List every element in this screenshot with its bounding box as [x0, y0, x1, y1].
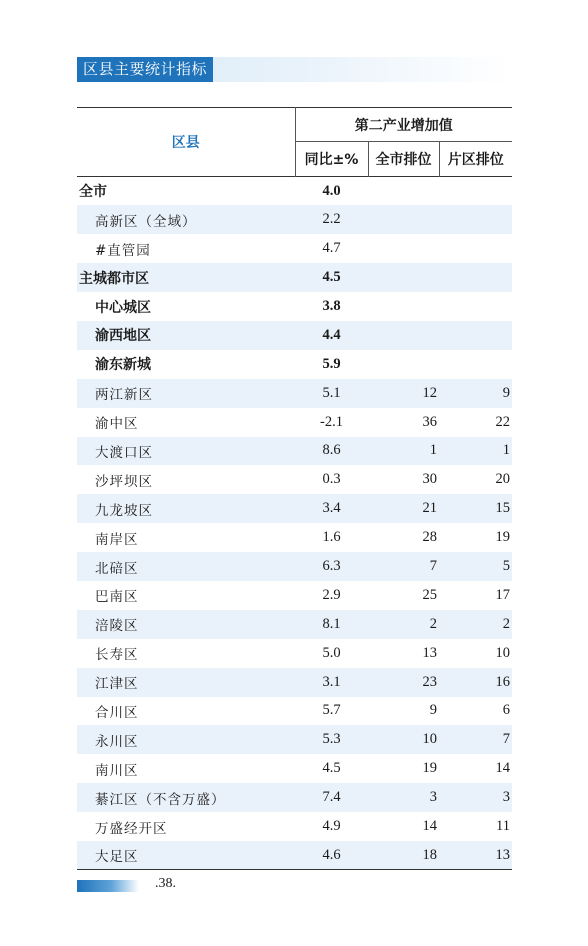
table-row [77, 292, 512, 321]
row-yoy: 4.5 [322, 269, 341, 286]
row-area-rank: 1 [502, 442, 511, 459]
row-city-rank: 28 [422, 529, 437, 546]
row-region-name: 南川区 [95, 762, 139, 779]
row-area-rank: 3 [502, 789, 511, 806]
table-row [77, 408, 512, 437]
row-region-name: 九龙坡区 [95, 502, 153, 519]
row-city-rank: 19 [422, 760, 437, 777]
row-region-name: 渝中区 [95, 416, 139, 433]
row-city-rank: 3 [429, 789, 437, 806]
row-yoy: 0.3 [322, 471, 341, 488]
table-row [77, 754, 512, 783]
row-area-rank [439, 205, 512, 234]
table-row [77, 812, 512, 841]
row-area-rank: 10 [495, 644, 511, 661]
row-area-rank [439, 350, 512, 379]
row-area-rank [439, 234, 512, 263]
row-region-name: 大足区 [95, 849, 139, 866]
row-area-rank [439, 263, 512, 292]
table-row [77, 639, 512, 668]
row-region-name: 渝东新城 [95, 357, 151, 374]
table-row [77, 523, 512, 552]
row-city-rank: 14 [422, 818, 437, 835]
row-city-rank: 7 [429, 558, 437, 575]
row-city-rank [368, 234, 439, 263]
table-row [77, 321, 512, 350]
table-row [77, 697, 512, 726]
row-yoy: 4.6 [322, 846, 341, 863]
row-area-rank: 13 [495, 846, 511, 863]
row-city-rank [368, 292, 439, 321]
row-city-rank: 12 [422, 384, 437, 401]
table-row [77, 783, 512, 812]
table-row [77, 177, 512, 206]
table-row [77, 552, 512, 581]
row-yoy: 4.0 [322, 182, 341, 199]
stats-table [77, 107, 512, 870]
row-area-rank: 5 [502, 558, 511, 575]
table-row [77, 205, 512, 234]
row-yoy: 4.4 [322, 326, 341, 343]
row-yoy: 2.2 [322, 211, 341, 228]
table-row [77, 350, 512, 379]
row-city-rank [368, 205, 439, 234]
row-city-rank: 10 [422, 731, 437, 748]
row-area-rank: 6 [502, 702, 511, 719]
secondary-industry-header: 第二产业增加值 [295, 108, 512, 142]
table-row [77, 263, 512, 292]
row-city-rank: 30 [422, 471, 437, 488]
row-area-rank: 7 [502, 731, 511, 748]
yoy-column-header: 同比±% [295, 142, 368, 177]
row-area-rank [439, 292, 512, 321]
table-row [77, 725, 512, 754]
row-city-rank [368, 321, 439, 350]
row-area-rank: 11 [496, 818, 511, 835]
row-yoy: 6.3 [322, 558, 341, 575]
row-yoy: 4.5 [322, 760, 341, 777]
row-area-rank: 15 [495, 500, 511, 517]
row-area-rank: 22 [495, 413, 511, 430]
row-area-rank: 17 [495, 586, 511, 603]
page-number: .38. [155, 876, 176, 891]
row-region-name: 高新区（全域） [95, 213, 197, 230]
table-row [77, 437, 512, 466]
row-yoy: 3.1 [322, 673, 341, 690]
table-row [77, 841, 512, 870]
row-region-name: 中心城区 [95, 299, 151, 316]
table-row [77, 379, 512, 408]
row-yoy: 3.4 [322, 500, 341, 517]
row-yoy: 4.7 [322, 240, 341, 257]
row-area-rank: 19 [495, 529, 511, 546]
row-region-name: 綦江区（不含万盛） [95, 791, 226, 808]
row-area-rank [439, 177, 512, 206]
row-area-rank: 20 [495, 471, 511, 488]
row-yoy: 1.6 [322, 529, 341, 546]
row-region-name: 两江新区 [95, 387, 153, 404]
footer-accent-bar [77, 880, 139, 892]
table-row [77, 581, 512, 610]
table-row [77, 668, 512, 697]
row-region-name: 合川区 [95, 704, 139, 721]
row-region-name: 永川区 [95, 733, 139, 750]
row-yoy: 3.8 [322, 298, 341, 314]
row-region-name: 巴南区 [95, 589, 139, 606]
section-title: 区县主要统计指标 [77, 57, 213, 82]
table-row [77, 610, 512, 639]
row-region-name: 江津区 [95, 676, 139, 693]
row-yoy: 2.9 [322, 586, 341, 603]
row-city-rank: 36 [422, 413, 437, 430]
row-city-rank: 18 [422, 846, 437, 863]
city-rank-column-header: 全市排位 [368, 142, 439, 177]
row-yoy: 7.4 [322, 789, 341, 806]
row-yoy: 5.0 [322, 644, 341, 661]
row-city-rank [368, 350, 439, 379]
row-region-name: 涪陵区 [95, 618, 139, 635]
row-city-rank [368, 177, 439, 206]
row-region-name: #直管园 [95, 242, 151, 259]
row-city-rank: 2 [429, 615, 437, 632]
table-row [77, 465, 512, 494]
row-region-name: 南岸区 [95, 531, 139, 548]
row-city-rank: 13 [422, 644, 437, 661]
table-row [77, 494, 512, 523]
row-yoy: 5.3 [322, 731, 341, 748]
section-title-band [77, 57, 512, 82]
row-yoy: 5.9 [322, 355, 341, 372]
row-area-rank: 9 [502, 384, 511, 401]
row-region-name: 全市 [79, 184, 107, 201]
row-yoy: 4.9 [322, 818, 341, 835]
row-area-rank: 14 [495, 760, 511, 777]
row-area-rank: 2 [502, 615, 511, 632]
region-column-header: 区县 [77, 108, 295, 177]
row-city-rank: 9 [429, 702, 437, 719]
row-region-name: 长寿区 [95, 647, 139, 664]
row-yoy: 8.1 [322, 615, 341, 632]
row-region-name: 沙坪坝区 [95, 473, 153, 490]
row-city-rank: 23 [422, 673, 437, 690]
row-area-rank [439, 321, 512, 350]
area-rank-column-header: 片区排位 [447, 152, 504, 168]
row-city-rank: 25 [422, 586, 437, 603]
row-yoy: 5.7 [322, 702, 341, 719]
row-city-rank: 1 [429, 442, 437, 459]
row-region-name: 渝西地区 [95, 328, 151, 345]
row-region-name: 万盛经开区 [95, 820, 168, 837]
row-region-name: 大渡口区 [95, 444, 153, 461]
row-yoy: 8.6 [322, 442, 341, 459]
row-yoy: -2.1 [320, 413, 343, 430]
row-yoy: 5.1 [322, 384, 341, 401]
row-area-rank: 16 [495, 673, 511, 690]
row-region-name: 主城都市区 [79, 270, 149, 287]
row-region-name: 北碚区 [95, 560, 139, 577]
row-city-rank [368, 263, 439, 292]
table-row [77, 234, 512, 263]
row-city-rank: 21 [422, 500, 437, 517]
